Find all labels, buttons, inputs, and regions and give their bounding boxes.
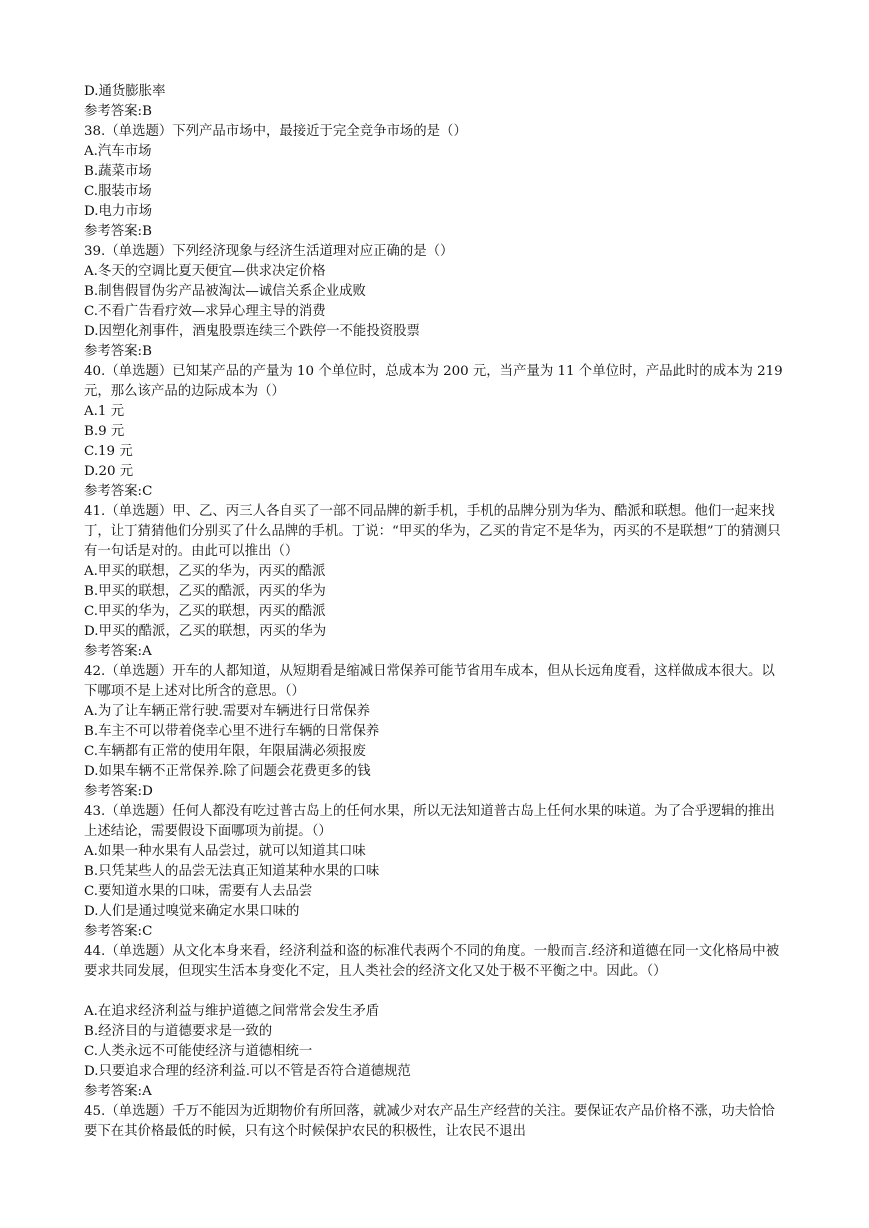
option-a: A.在追求经济利益与维护道德之间常常会发生矛盾 bbox=[84, 1004, 380, 1019]
option-c: C.甲买的华为，乙买的联想，丙买的酷派 bbox=[84, 604, 326, 619]
option-c: C.19 元 bbox=[84, 444, 133, 459]
option-c: C.要知道水果的口味，需要有人去品尝 bbox=[84, 884, 313, 899]
option-b: B.车主不可以带着侥幸心里不进行车辆的日常保养 bbox=[84, 724, 380, 739]
option-c: C.人类永远不可能使经济与道德相统一 bbox=[84, 1044, 313, 1059]
option-a: A.1 元 bbox=[84, 404, 125, 419]
option-d: D.甲买的酷派，乙买的联想，丙买的华为 bbox=[84, 624, 327, 639]
question-41: 41.（单选题）甲、乙、丙三人各自买了一部不同品牌的新手机，手机的品牌分别为华为、酷派和联想。他们一起来找丁，让丁猜猜他们分别买了什么品牌的手机。丁说：“甲买的华为，乙买的肯定不是华为，丙买的不是联想”丁的猜测只有一句话是对的。由此可以推出（） bbox=[84, 504, 781, 559]
option-c: C.车辆都有正常的使用年限，年限届满必须报废 bbox=[84, 744, 366, 759]
question-list bbox=[84, 82, 784, 1142]
option-b: B.只凭某些人的品尝无法真正知道某种水果的口味 bbox=[84, 864, 380, 879]
option-a: A.甲买的联想，乙买的华为，丙买的酷派 bbox=[84, 564, 326, 579]
question-42: 42.（单选题）开车的人都知道，从短期看是缩减日常保养可能节省用车成本，但从长远角度看，这样做成本很大。以下哪项不是上述对比所含的意思。（） bbox=[84, 664, 775, 699]
reference-answer: 参考答案:B bbox=[84, 344, 152, 359]
option-a: A.汽车市场 bbox=[84, 144, 152, 159]
option-a: A.冬天的空调比夏天便宜—供求决定价格 bbox=[84, 264, 326, 279]
reference-answer: 参考答案:C bbox=[84, 924, 153, 939]
question-38: 38.（单选题）下列产品市场中，最接近于完全竞争市场的是（） bbox=[84, 124, 467, 139]
question-45: 45.（单选题）千万不能因为近期物价有所回落，就减少对农产品生产经营的关注。要保证农产品价格不涨，功夫恰恰要下在其价格最低的时候，只有这个时候保护农民的积极性，让农民不退出 bbox=[84, 1104, 775, 1139]
option-d: D.20 元 bbox=[84, 464, 134, 479]
option-d: D.通货膨胀率 bbox=[84, 84, 166, 99]
option-a: A.如果一种水果有人品尝过，就可以知道其口味 bbox=[84, 844, 366, 859]
option-d: D.只要追求合理的经济利益.可以不管是否符合道德规范 bbox=[84, 1064, 411, 1079]
reference-answer: 参考答案:B bbox=[84, 224, 152, 239]
option-d: D.电力市场 bbox=[84, 204, 153, 219]
option-d: D.如果车辆不正常保养.除了问题会花费更多的钱 bbox=[84, 764, 371, 779]
option-a: A.为了让车辆正常行驶.需要对车辆进行日常保养 bbox=[84, 704, 370, 719]
reference-answer: 参考答案:A bbox=[84, 644, 152, 659]
option-b: B.9 元 bbox=[84, 424, 125, 439]
reference-answer: 参考答案:D bbox=[84, 784, 153, 799]
option-b: B.制售假冒伪劣产品被淘汰—诚信关系企业成败 bbox=[84, 284, 366, 299]
option-b: B.经济目的与道德要求是一致的 bbox=[84, 1024, 273, 1039]
question-40: 40.（单选题）已知某产品的产量为 10 个单位时，总成本为 200 元，当产量为 11 个单位时，产品此时的成本为 219 元，那么该产品的边际成本为（） bbox=[84, 364, 783, 399]
question-43: 43.（单选题）任何人都没有吃过普古岛上的任何水果，所以无法知道普古岛上任何水果的味道。为了合乎逻辑的推出上述结论，需要假设下面哪项为前提。（） bbox=[84, 804, 775, 839]
option-c: C.服装市场 bbox=[84, 184, 152, 199]
reference-answer: 参考答案:A bbox=[84, 1084, 152, 1099]
option-d: D.人们是通过嗅觉来确定水果口味的 bbox=[84, 904, 300, 919]
reference-answer: 参考答案:B bbox=[84, 104, 152, 119]
option-b: B.蔬菜市场 bbox=[84, 164, 152, 179]
option-b: B.甲买的联想，乙买的酷派，丙买的华为 bbox=[84, 584, 326, 599]
option-c: C.不看广告看疗效—求异心理主导的消费 bbox=[84, 304, 326, 319]
reference-answer: 参考答案:C bbox=[84, 484, 153, 499]
question-39: 39.（单选题）下列经济现象与经济生活道理对应正确的是（） bbox=[84, 244, 454, 259]
option-d: D.因塑化剂事件，酒鬼股票连续三个跌停一不能投资股票 bbox=[84, 324, 420, 339]
question-44: 44.（单选题）从文化本身来看，经济利益和盗的标准代表两个不同的角度。一般而言.经济和道德在同一文化格局中被要求共同发展，但现实生活本身变化不定，且人类社会的经济文化又处于极不平衡之中。因此。（） bbox=[84, 944, 780, 979]
